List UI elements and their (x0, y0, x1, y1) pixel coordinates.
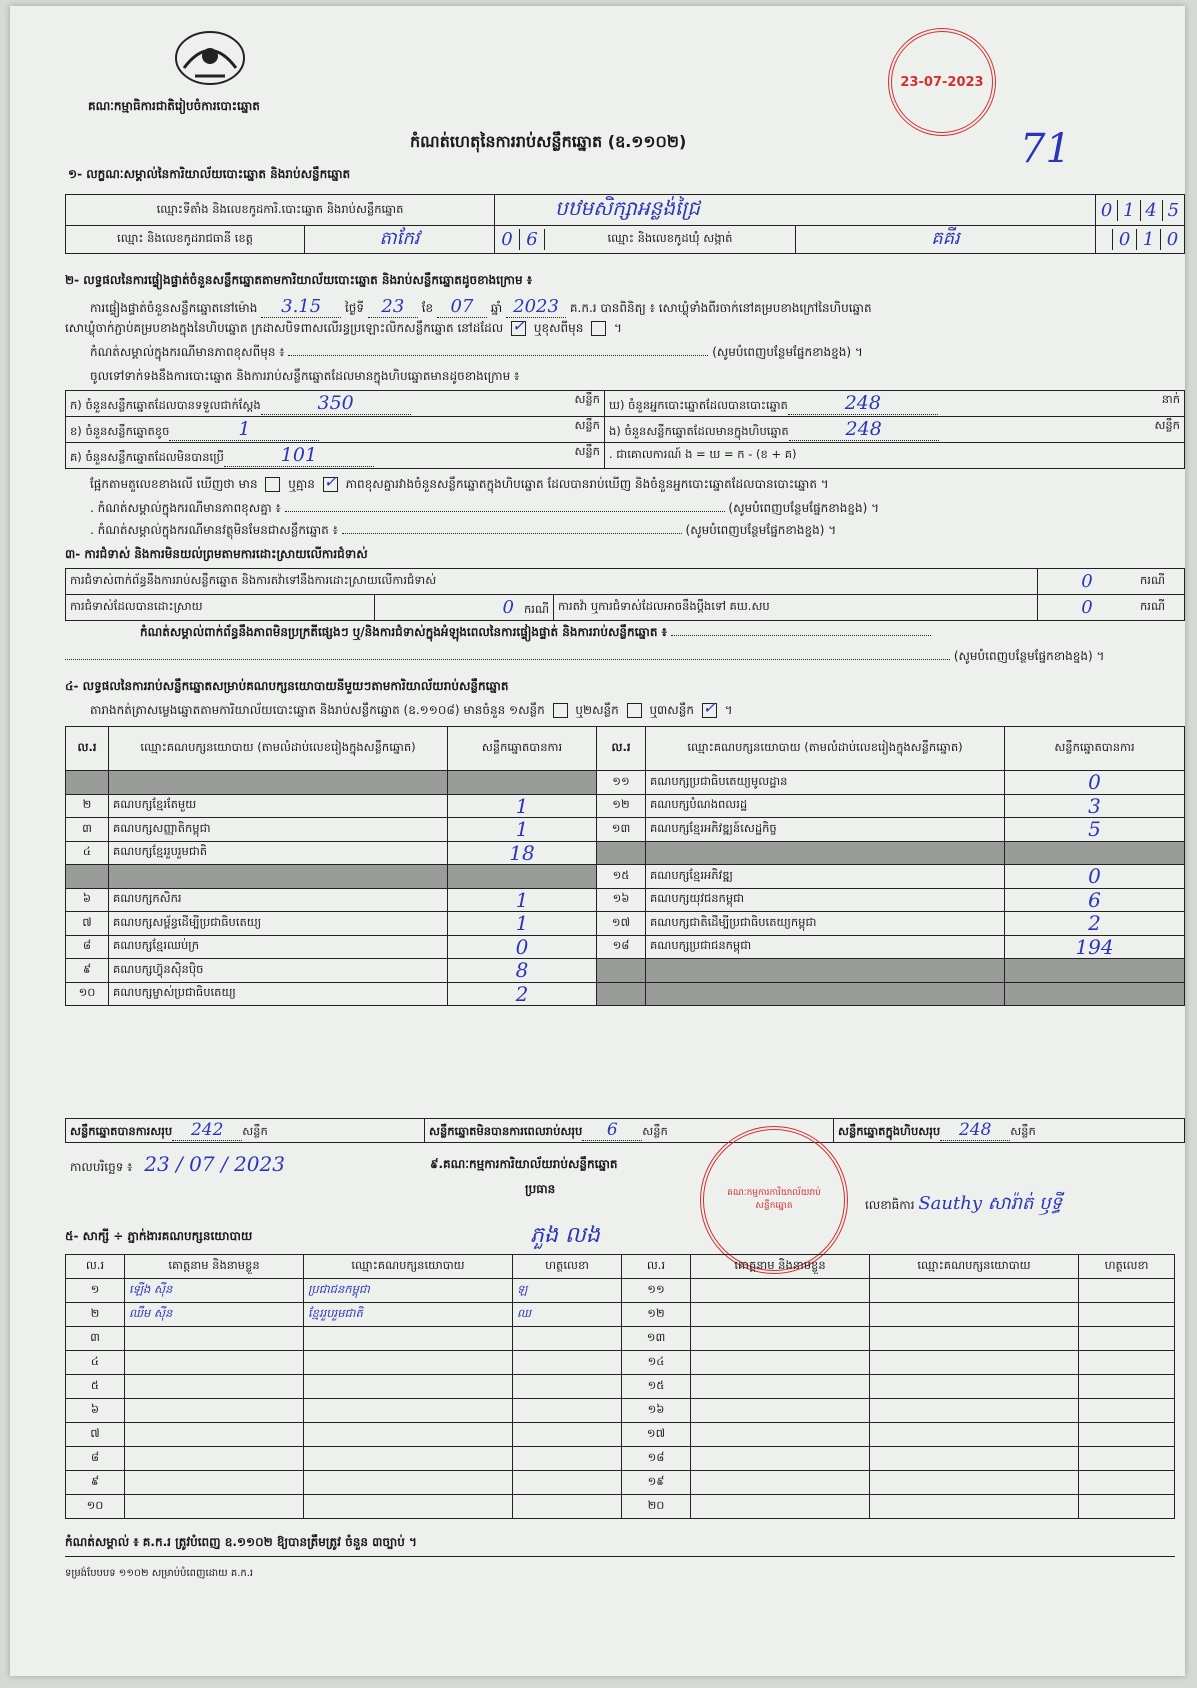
section5-heading: ៥- សាក្សី ÷ ភ្នាក់ងារគណបក្សនយោបាយ (65, 1229, 253, 1243)
table-row (66, 1375, 1175, 1399)
witness-signature (1079, 1327, 1175, 1351)
party-name: គណបក្សខ្មែរអភិវឌ្ឍន៍សេដ្ឋកិច្ច (646, 818, 1005, 842)
table-row (66, 1423, 1175, 1447)
table-row (66, 794, 1185, 818)
count-table (65, 390, 1185, 469)
section2-heading: ២- លទ្ធផលនៃការផ្ទៀងផ្ទាត់ចំនួនសន្លឹកឆ្នោតតាមការិយាល័យបោះឆ្នោត និងរាប់សន្លឹកឆ្នោតដូចខាងក្រោម ៖ (65, 273, 533, 287)
date-value: 23 / 07 / 2023 (144, 1152, 285, 1176)
party-number: ១៥ (597, 865, 646, 889)
party-name (109, 771, 448, 795)
totals-table (65, 1118, 1185, 1143)
witness-name (691, 1399, 870, 1423)
party-number: ១៦ (597, 888, 646, 912)
row-d-value: 248 (788, 392, 938, 415)
witness-number: ១៣ (622, 1327, 691, 1351)
changed-checkbox[interactable] (591, 321, 606, 336)
note-a-label: . កំណត់សម្គាល់ក្នុងករណីមានភាពខុសគ្នា ៖ (90, 501, 281, 515)
table-row (66, 1495, 1175, 1519)
committee-name: គណៈកម្មាធិការជាតិរៀបចំការបោះឆ្នោត (88, 99, 260, 113)
station-table (65, 194, 1185, 254)
witness-name (691, 1471, 870, 1495)
witness-name (691, 1351, 870, 1375)
diff-text: ភាពខុសគ្នារវាងចំនួនសន្លឹកឆ្នោតក្នុងហិបឆ្នោត ដែលបានរាប់ឃើញ និងចំនួនអ្នកបោះឆ្នោតដែលបានបោះឆ្នោត ។ (345, 477, 829, 491)
witness-party (870, 1279, 1079, 1303)
row-a-unit: សន្លឹក (574, 392, 600, 406)
party-number: ៤ (66, 841, 109, 865)
party-name (646, 959, 1005, 983)
party-number: ២ (66, 794, 109, 818)
party-votes (448, 865, 597, 889)
party-number (597, 982, 646, 1006)
objection-unit: ករណី (1136, 569, 1185, 595)
verify-day: 23 (368, 296, 418, 318)
witness-party (304, 1423, 513, 1447)
col-party-left: ឈ្មោះគណបក្សនយោបាយ (តាមលំដាប់លេខរៀងក្នុងសន្លឹកឆ្នោត) (109, 727, 448, 771)
witness-number: ១៥ (622, 1375, 691, 1399)
witness-party (870, 1351, 1079, 1375)
witness-number: ១ (66, 1279, 125, 1303)
total-invalid-label: សន្លឹកឆ្នោតមិនបានការពេលរាប់សរុប (429, 1124, 583, 1138)
witness-signature (1079, 1495, 1175, 1519)
table-row (66, 771, 1185, 795)
total-valid-value: 242 (172, 1120, 242, 1141)
witness-signature (513, 1423, 622, 1447)
party-name: គណបក្សយុវជនកម្ពុជា (646, 888, 1005, 912)
chair-label: ប្រធាន (525, 1182, 556, 1196)
row-b-label: ខ) ចំនួនសន្លឹកឆ្នោតខូច (70, 424, 170, 438)
date-line (70, 1152, 285, 1177)
committee-stamp-text: គណៈកម្មការការិយាល័យរាប់សន្លឹកឆ្នោត (727, 1188, 821, 1211)
row-a-value: 350 (261, 392, 411, 415)
commune-label: ឈ្មោះ និងលេខកូដឃុំ សង្កាត់ (607, 231, 733, 245)
has-diff-checkbox[interactable] (265, 477, 280, 492)
year-label: ឆ្នាំ (490, 301, 503, 315)
w-col-name: គោត្តនាម និងនាមខ្លួន (125, 1255, 304, 1279)
total-valid-label: សន្លឹកឆ្នោតបានការសរុប (70, 1124, 173, 1138)
witness-signature (513, 1351, 622, 1375)
results-body (66, 771, 1185, 1006)
witness-number: ៥ (66, 1375, 125, 1399)
witness-name (691, 1279, 870, 1303)
row-c-label: គ) ចំនួនសន្លឹកឆ្នោតដែលមិនបានប្រើ (70, 450, 224, 464)
station-code-digit: 5 (1167, 199, 1180, 221)
w-col-sign: ហត្ថលេខា (513, 1255, 622, 1279)
witness-number: ៧ (66, 1423, 125, 1447)
w-col-party2: ឈ្មោះគណបក្សនយោបាយ (870, 1255, 1079, 1279)
row-e-value: 248 (789, 418, 939, 441)
committee-label: ៩.គណៈកម្មការការិយាល័យរាប់សន្លឹកឆ្នោត (430, 1157, 618, 1171)
nec-logo (170, 28, 250, 88)
witness-party (304, 1447, 513, 1471)
party-number: ១៣ (597, 818, 646, 842)
witness-signature (513, 1375, 622, 1399)
fill-note-a: (សូមបំពេញបន្ថែមផ្នែកខាងខ្នង) ។ (728, 501, 879, 515)
witness-number: ១១ (622, 1279, 691, 1303)
witness-party (304, 1399, 513, 1423)
party-name (646, 982, 1005, 1006)
witness-signature (1079, 1471, 1175, 1495)
witness-body (66, 1279, 1175, 1519)
party-name: គណបក្សប្រជាធិបតេយ្យមូលដ្ឋាន (646, 771, 1005, 795)
witness-party (870, 1447, 1079, 1471)
witness-number: ១៩ (622, 1471, 691, 1495)
party-name: គណបក្សខ្មែរអភិវឌ្ឍ (646, 865, 1005, 889)
chair-signature: ភួង លង (530, 1223, 600, 1248)
witness-party: ប្រជាជនកម្ពុជា (304, 1279, 513, 1303)
date-stamp (888, 28, 996, 136)
party-votes: 1 (448, 794, 597, 818)
row-b-unit: សន្លឹក (574, 418, 600, 432)
irregularity-line (140, 624, 931, 642)
station-code-digit: 0 (1096, 200, 1118, 221)
same-checkbox[interactable]: ✓ (512, 316, 526, 335)
witness-party (304, 1351, 513, 1375)
commune-code-digit: 0 (1113, 229, 1137, 250)
objection-table (65, 568, 1185, 621)
day-label: ថ្ងៃទី (345, 301, 365, 315)
witness-name: ឡើង ស៊ីន (125, 1279, 304, 1303)
commune-code-digit: 1 (1137, 229, 1161, 250)
witness-signature (1079, 1303, 1175, 1327)
col-party-right: ឈ្មោះគណបក្សនយោបាយ (តាមលំដាប់លេខរៀងក្នុងសន្លឹកឆ្នោត) (646, 727, 1005, 771)
form-note: ទម្រង់បែបបទ ១១០២ សម្រាប់បំពេញដោយ គ.ក.រ (65, 1568, 254, 1579)
row-e-unit: សន្លឹក (1154, 418, 1180, 432)
party-votes: 0 (1005, 771, 1185, 795)
party-votes (1005, 959, 1185, 983)
party-name: គណបក្សហ៊្វុនស៊ិនប៉ិច (109, 959, 448, 983)
verify-text2: គ.ក.រ បានពិនិត្យ ៖ សោឃ្លុំទាំងពីរចាក់នៅគម្របខាងក្រៅនៃហិបឆ្នោត (569, 301, 872, 315)
witness-name (691, 1327, 870, 1351)
form-page (10, 6, 1185, 1676)
table-row (66, 865, 1185, 889)
party-votes (1005, 841, 1185, 865)
secretary-signature: Sauthy សារ៉ាត់ ឫទ្ធី (918, 1193, 1062, 1214)
witness-name (691, 1447, 870, 1471)
section3-heading: ៣- ការជំទាស់ និងការមិនយល់ព្រមតាមការដោះស្រាយលើការជំទាស់ (65, 547, 368, 561)
table-row (66, 1471, 1175, 1495)
resolved-value: 0 (502, 596, 514, 618)
row-a-label: ក) ចំនួនសន្លឹកឆ្នោតដែលបានទទួលជាក់ស្តែង (70, 398, 261, 412)
section4-heading: ៤- លទ្ធផលនៃការរាប់សន្លឹកឆ្នោតសម្រាប់គណបក្សនយោបាយនីមួយៗតាមការិយាល័យរាប់សន្លឹកឆ្នោត (65, 679, 509, 693)
committee-stamp (700, 1126, 848, 1274)
witness-number: ១៧ (622, 1423, 691, 1447)
three-sheet-label: ឬ៣សន្លឹក (649, 703, 694, 717)
party-number: ៦ (66, 888, 109, 912)
verify-time: 3.15 (261, 296, 341, 318)
witness-signature: ឡ (513, 1279, 622, 1303)
party-number (597, 841, 646, 865)
date-label: កាលបរិច្ឆេទ ៖ (70, 1160, 133, 1174)
verify-year: 2023 (506, 296, 566, 318)
commune-value: គគីរ (796, 226, 1096, 254)
secretary-label: លេខាធិការ (865, 1198, 915, 1212)
witness-signature (1079, 1423, 1175, 1447)
stamp-date: 23-07-2023 (900, 74, 984, 90)
party-number (66, 771, 109, 795)
province-value: តាកែវ (379, 228, 420, 249)
witness-table (65, 1254, 1175, 1519)
col-votes-left: សន្លឹកឆ្នោតបានការ (448, 727, 597, 771)
objection-label: ការជំទាស់ពាក់ព័ន្ធនឹងការរាប់សន្លឹកឆ្នោត និងការតវ៉ាទៅនឹងការដោះស្រាយលើការជំទាស់ (66, 569, 1038, 595)
witness-number: ១៦ (622, 1399, 691, 1423)
witness-number: ៣ (66, 1327, 125, 1351)
witness-number: ២ (66, 1303, 125, 1327)
witness-number: ១៨ (622, 1447, 691, 1471)
table-row (66, 959, 1185, 983)
irregularity-label: កំណត់សម្គាល់ពាក់ព័ន្ធនឹងភាពមិនប្រក្រតីផ្សេងៗ ឬ/និងការជំទាស់ក្នុងអំឡុងពេលនៃការផ្ទៀងផ្ទាត់ និងការរាប់សន្លឹកឆ្នោត ៖ (140, 625, 667, 639)
party-name: គណបក្សម្ចាស់ប្រជាធិបតេយ្យ (109, 982, 448, 1006)
note-b-line (90, 522, 836, 540)
witness-signature (1079, 1375, 1175, 1399)
witness-number: ៦ (66, 1399, 125, 1423)
col-no-left: ល.រ (66, 727, 109, 771)
two-sheet-label: ឬ២សន្លឹក (575, 703, 619, 717)
objection-value: 0 (1038, 569, 1137, 595)
party-votes: 0 (448, 935, 597, 959)
change-note-label: កំណត់សម្គាល់ក្នុងករណីមានភាពខុសពីមុន ៖ (90, 345, 285, 359)
witness-signature (513, 1471, 622, 1495)
witness-number: ៤ (66, 1351, 125, 1375)
witness-name (125, 1471, 304, 1495)
total-box-unit: សន្លឹក (1010, 1124, 1036, 1138)
witness-party (870, 1495, 1079, 1519)
party-votes: 1 (448, 818, 597, 842)
table-row (66, 1327, 1175, 1351)
station-code-digit: 1 (1118, 200, 1140, 221)
party-name (646, 841, 1005, 865)
sheet-line: តារាងកត់ត្រាសម្លេងឆ្នោតតាមការិយាល័យបោះឆ្នោត និងរាប់សន្លឹកឆ្នោត (ឧ.១១០៨) មានចំនួន ១សន្លឹក ឬ២សន្លឹក ឬ៣សន្លឹក ✓ ។ (90, 698, 733, 717)
party-name: គណបក្សសម្ព័ន្ធដើម្បីប្រជាធិបតេយ្យ (109, 912, 448, 936)
three-sheet-checkbox[interactable]: ✓ (702, 698, 717, 717)
witness-party (304, 1375, 513, 1399)
table-row (66, 1447, 1175, 1471)
table-row (66, 1399, 1175, 1423)
appeal-label: ការតវ៉ា ឬការជំទាស់ដែលអាចនឹងប្តឹងទៅ គឃ.សប (554, 595, 1038, 621)
row-d-unit: នាក់ (1161, 392, 1180, 406)
commune-code-digit: 0 (1166, 229, 1179, 250)
party-votes: 18 (448, 841, 597, 865)
witness-name: ឈឹម ស៊ីន (125, 1303, 304, 1327)
appeal-unit: ករណី (1136, 595, 1185, 621)
note-a-line (90, 500, 879, 518)
verify-line (90, 296, 872, 318)
party-name (109, 865, 448, 889)
footer-divider (65, 1556, 1175, 1557)
appeal-value: 0 (1038, 595, 1137, 621)
party-number: ៩ (66, 959, 109, 983)
party-votes: 0 (1005, 865, 1185, 889)
witness-party (870, 1375, 1079, 1399)
col-no-right: ល.រ (597, 727, 646, 771)
party-votes: 2 (448, 982, 597, 1006)
province-code-digit: 6 (520, 229, 545, 250)
table-row (66, 982, 1185, 1006)
no-diff-label: ឬគ្មាន (288, 477, 315, 491)
w-col-no: ល.រ (66, 1255, 125, 1279)
party-name: គណបក្សកសិករ (109, 888, 448, 912)
witness-number: ១២ (622, 1303, 691, 1327)
seal-text: សោឃ្លុំចាក់ភ្ជាប់គម្របខាងក្នុងនៃហិបឆ្នោត ក្រដាសបិទពាសលើរន្ធប្រឡោះលិកសន្លឹកឆ្នោត នៅដដែល (65, 321, 504, 335)
witness-party (304, 1495, 513, 1519)
party-number: ៨ (66, 935, 109, 959)
w-col-no2: ល.រ (622, 1255, 691, 1279)
table-row (66, 935, 1185, 959)
party-votes: 5 (1005, 818, 1185, 842)
witness-signature (1079, 1279, 1175, 1303)
witness-number: ៩ (66, 1471, 125, 1495)
total-box-label: សន្លឹកឆ្នោតក្នុងហិបសរុប (838, 1124, 941, 1138)
diff-line (90, 472, 829, 494)
total-invalid-value: 6 (582, 1120, 642, 1141)
formula-note: . ជាគោលការណ៍ ង = ឃ = ក - (ខ + គ) (605, 443, 1185, 469)
party-votes: 1 (448, 888, 597, 912)
witness-signature (1079, 1399, 1175, 1423)
witness-signature (513, 1399, 622, 1423)
party-votes: 1 (448, 912, 597, 936)
witness-party (870, 1399, 1079, 1423)
party-votes: 8 (448, 959, 597, 983)
party-number (66, 865, 109, 889)
witness-number: ២០ (622, 1495, 691, 1519)
party-votes: 3 (1005, 794, 1185, 818)
sheet-text: តារាងកត់ត្រាសម្លេងឆ្នោតតាមការិយាល័យបោះឆ្នោត និងរាប់សន្លឹកឆ្នោត (ឧ.១១០៨) មានចំនួន ១សន្លឹក (90, 703, 545, 717)
witness-signature: ឈ (513, 1303, 622, 1327)
witness-party (870, 1303, 1079, 1327)
witness-name (125, 1399, 304, 1423)
verify-month: 07 (437, 296, 487, 318)
row-b-value: 1 (169, 418, 319, 441)
witness-party: ខ្មែររួបរួមជាតិ (304, 1303, 513, 1327)
party-name: គណបក្សប្រជាជនកម្ពុជា (646, 935, 1005, 959)
fill-note-c: (សូមបំពេញបន្ថែមផ្នែកខាងខ្នង) ។ (953, 649, 1105, 663)
witness-name (691, 1495, 870, 1519)
table-row (66, 888, 1185, 912)
witness-signature (1079, 1447, 1175, 1471)
party-name: គណបក្សខ្មែររួបរួមជាតិ (109, 841, 448, 865)
witness-party (870, 1471, 1079, 1495)
witness-number: ៨ (66, 1447, 125, 1471)
witness-party (870, 1423, 1079, 1447)
verify-text: ការផ្ទៀងផ្ទាត់ចំនួនសន្លឹកឆ្នោតនៅម៉ោង (90, 301, 258, 315)
witness-name (691, 1423, 870, 1447)
table-row (66, 841, 1185, 865)
no-diff-checkbox[interactable]: ✓ (323, 472, 338, 491)
party-number: ១១ (597, 771, 646, 795)
table-row (66, 1303, 1175, 1327)
row-d-label: ឃ) ចំនួនអ្នកបោះឆ្នោតដែលបានបោះឆ្នោត (609, 398, 788, 412)
row-e-label: ង) ចំនួនសន្លឹកឆ្នោតដែលមានក្នុងហិបឆ្នោត (609, 424, 789, 438)
total-valid-unit: សន្លឹក (242, 1124, 268, 1138)
resolved-unit: ករណី (524, 601, 549, 616)
witness-signature (513, 1447, 622, 1471)
party-number: ១២ (597, 794, 646, 818)
province-code-digit: 0 (495, 229, 520, 250)
station-code-digit: 4 (1140, 200, 1162, 221)
witness-signature (1079, 1351, 1175, 1375)
witness-name (125, 1495, 304, 1519)
form-title: កំណត់ហេតុនៃការរាប់សន្លឹកឆ្នោត (ឧ.១១០២) (410, 132, 687, 151)
party-name: គណបក្សបំណងពលរដ្ឋ (646, 794, 1005, 818)
w-col-party: ឈ្មោះគណបក្សនយោបាយ (304, 1255, 513, 1279)
stamp-number: 71 (1020, 126, 1071, 172)
party-number: ៧ (66, 912, 109, 936)
witness-name (125, 1351, 304, 1375)
total-invalid-unit: សន្លឹក (642, 1124, 668, 1138)
two-sheet-checkbox[interactable] (627, 703, 642, 718)
month-label: ខែ (421, 301, 434, 315)
w-col-sign2: ហត្ថលេខា (1079, 1255, 1175, 1279)
witness-name (125, 1327, 304, 1351)
witness-name (691, 1303, 870, 1327)
witness-party (870, 1327, 1079, 1351)
table-row (66, 1351, 1175, 1375)
footer-note: កំណត់សម្គាល់ ៖ គ.ក.រ ត្រូវបំពេញ ឧ.១១០២ ឱ្យបានត្រឹមត្រូវ ចំនួន ៣ច្បាប់ ។ (65, 1535, 417, 1549)
one-sheet-checkbox[interactable] (553, 703, 568, 718)
irregularity-line2 (65, 648, 1104, 666)
row-c-value: 101 (224, 444, 374, 467)
party-number: ១៧ (597, 912, 646, 936)
witness-number: ១០ (66, 1495, 125, 1519)
party-name: គណបក្សខ្មែរតែមួយ (109, 794, 448, 818)
party-number: ៣ (66, 818, 109, 842)
province-label: ឈ្មោះ និងលេខកូដរាជធានី ខេត្ត (66, 226, 305, 253)
note-b-label: . កំណត់សម្គាល់ក្នុងករណីមានវត្ថុមិនមែនជាសន្លឹកឆ្នោត ៖ (90, 523, 338, 537)
party-name: គណបក្សខ្មែរឈប់ក្រ (109, 935, 448, 959)
fill-note: (សូមបំពេញបន្ថែមផ្នែកខាងខ្នង) ។ (712, 345, 863, 359)
party-number (597, 959, 646, 983)
section1-heading: ១- លក្ខណៈសម្គាល់នៃការិយាល័យបោះឆ្នោត និងរាប់សន្លឹកឆ្នោត (68, 167, 351, 181)
witness-signature (513, 1495, 622, 1519)
row-c-unit: សន្លឹក (574, 444, 600, 458)
witness-name (125, 1375, 304, 1399)
col-votes-right: សន្លឹកឆ្នោតបានការ (1005, 727, 1185, 771)
party-votes: 194 (1005, 935, 1185, 959)
station-value: បឋមសិក្សាអន្លង់ជ្រៃ (495, 195, 1096, 226)
party-name: គណបក្សជាតិដើម្បីប្រជាធិបតេយ្យកម្ពុជា (646, 912, 1005, 936)
witness-name (125, 1447, 304, 1471)
witness-signature (513, 1327, 622, 1351)
total-box-value: 248 (940, 1120, 1010, 1141)
station-label: ឈ្មោះទីតាំង និងលេខកូដការិ.បោះឆ្នោត និងរាប់សន្លឹកឆ្នោត (66, 195, 495, 226)
witness-party (304, 1327, 513, 1351)
changed-label: ឬខុសពីមុន (533, 321, 584, 335)
witness-name (691, 1375, 870, 1399)
table-row (66, 912, 1185, 936)
secretary-block (865, 1191, 1062, 1218)
w-col-name2: គោត្តនាម និងនាមខ្លួន (691, 1255, 870, 1279)
intro-line: ចូលទៅទាក់ទងនឹងការបោះឆ្នោត និងការរាប់សន្លឹកឆ្នោតដែលមានក្នុងហិបឆ្នោតមានដូចខាងក្រោម ៖ (90, 369, 520, 383)
witness-number: ១៤ (622, 1351, 691, 1375)
party-votes: 2 (1005, 912, 1185, 936)
party-votes (448, 771, 597, 795)
table-row (66, 1279, 1175, 1303)
party-number: ១៨ (597, 935, 646, 959)
fill-note-b: (សូមបំពេញបន្ថែមផ្នែកខាងខ្នង) ។ (685, 523, 837, 537)
results-table (65, 726, 1185, 1006)
witness-name (125, 1423, 304, 1447)
party-number: ១០ (66, 982, 109, 1006)
resolved-label: ការជំទាស់ដែលបានដោះស្រាយ (66, 595, 375, 621)
table-row (66, 818, 1185, 842)
diff-check-label: ផ្អែកតាមតួលេខខាងលើ ឃើញថា មាន (90, 477, 258, 491)
witness-party (304, 1471, 513, 1495)
seal-line: សោឃ្លុំចាក់ភ្ជាប់គម្របខាងក្នុងនៃហិបឆ្នោត ក្រដាសបិទពាសលើរន្ធប្រឡោះលិកសន្លឹកឆ្នោត នៅដដែល ✓ ឬខុសពីមុន ។ (65, 316, 622, 335)
party-votes (1005, 982, 1185, 1006)
change-note-line (90, 344, 863, 362)
party-votes: 6 (1005, 888, 1185, 912)
party-name: គណបក្សសញ្ញាតិកម្ពុជា (109, 818, 448, 842)
